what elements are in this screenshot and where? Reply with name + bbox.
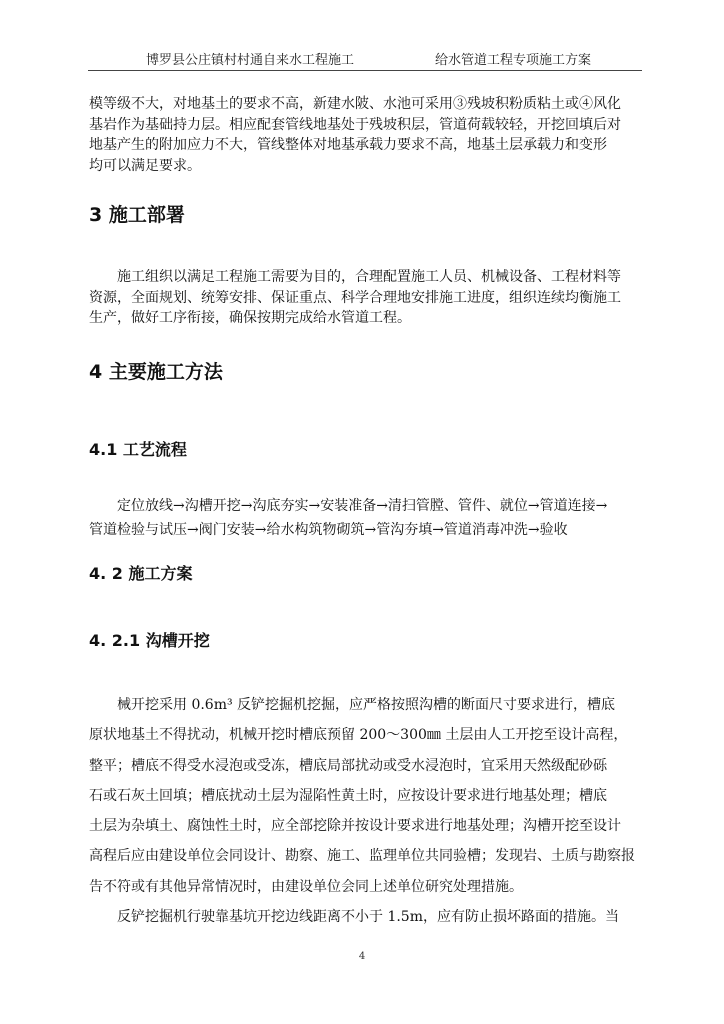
text-line: 模等级不大，对地基土的要求不高，新建水陂、水池可采用③残坡积粉质粘土或④风化 [89, 96, 621, 112]
text-line: 生产，做好工序衔接，确保按期完成给水管道工程。 [89, 310, 411, 326]
text-line: 定位放线→沟槽开挖→沟底夯实→安装准备→清扫管膛、管件、就位→管道连接→ [117, 498, 608, 514]
text-line: 地基产生的附加应力不大，管线整体对地基承载力要求不高，地基土层承载力和变形 [89, 137, 607, 153]
text-line: 基岩作为基础持力层。相应配套管线地基处于残坡积层，管道荷载较轻，开挖回填后对 [89, 116, 621, 133]
header-document-title: 给水管道工程专项施工方案 [435, 53, 592, 68]
section-heading-4-1: 4.1 工艺流程 [89, 440, 187, 459]
text-line: 告不符或有其他异常情况时，由建设单位会同上述单位研究处理措施。 [89, 878, 523, 895]
paragraph-process-flow [89, 494, 641, 542]
text-line: 石或石灰土回填；槽底扰动土层为湿陷性黄土时，应按设计要求进行地基处理；槽底 [89, 787, 607, 804]
section-heading-3: 3 施工部署 [89, 204, 185, 226]
header-project-title: 博罗县公庄镇村村通自来水工程施工 [146, 53, 355, 68]
text-line: 原状地基土不得扰动，机械开挖时槽底预留 200～300㎜ 土层由人工开挖至设计高程， [89, 727, 628, 744]
text-line: 整平；槽底不得受水浸泡或受冻，槽底局部扰动或受水浸泡时，宜采用天然级配砂砾 [89, 757, 607, 774]
text-line: 管道检验与试压→阀门安装→给水构筑物砌筑→管沟夯填→管道消毒冲洗→验收 [89, 522, 568, 538]
section-heading-4-2-1: 4. 2.1 沟槽开挖 [89, 631, 210, 650]
page-number: 4 [358, 951, 366, 962]
paragraph-deployment [89, 267, 641, 329]
paragraph-trench-excavation [89, 690, 641, 932]
text-line: 高程后应由建设单位会同设计、勘察、施工、监理单位共同验槽；发现岩、土质与勘察报 [89, 848, 635, 865]
text-line: 施工组织以满足工程施工需要为目的，合理配置施工人员、机械设备、工程材料等 [117, 269, 621, 285]
header-divider [88, 70, 642, 71]
text-line: 械开挖采用 0.6m³ 反铲挖掘机挖掘，应严格按照沟槽的断面尺寸要求进行，槽底 [117, 697, 616, 713]
section-heading-4-2: 4. 2 施工方案 [89, 564, 193, 583]
text-line: 均可以满足要求。 [89, 157, 201, 174]
text-line: 土层为杂填土、腐蚀性土时，应全部挖除并按设计要求进行地基处理；沟槽开挖至设计 [89, 818, 621, 835]
section-heading-4: 4 主要施工方法 [89, 361, 223, 383]
paragraph-foundation [89, 94, 641, 176]
text-line: 资源，全面规划、统筹安排、保证重点、科学合理地安排施工进度，组织连续均衡施工 [89, 289, 621, 306]
text-line: 反铲挖掘机行驶靠基坑开挖边线距离不小于 1.5m，应有防止损坏路面的措施。当 [117, 909, 619, 926]
